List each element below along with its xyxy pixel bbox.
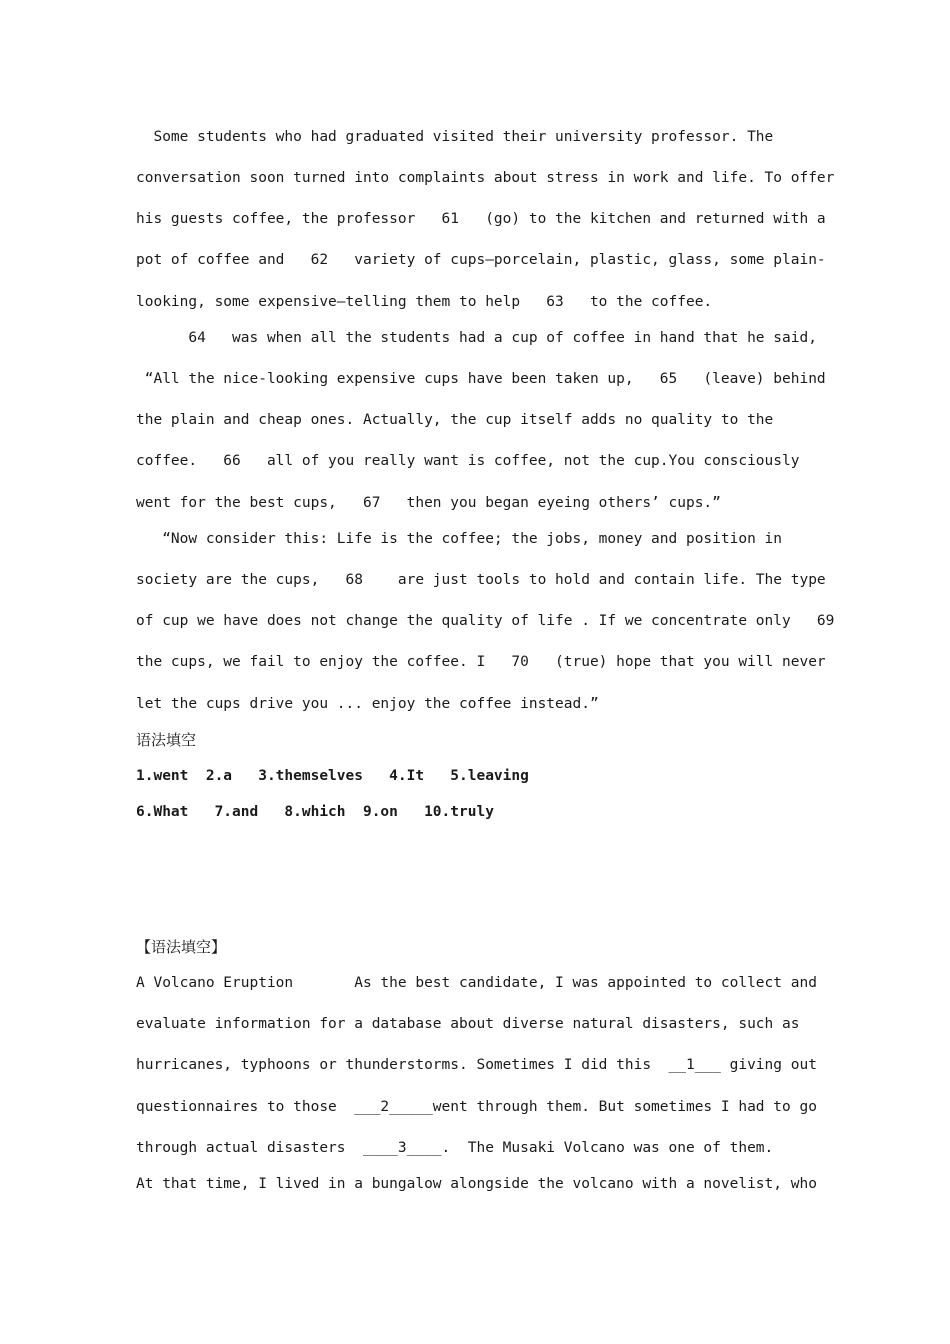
passage1-line: of cup we have does not change the quality of life . If we concentrate only 69 (136, 613, 835, 629)
passage1-line: pot of coffee and 62 variety of cups—porcelain, plastic, glass, some plain- (136, 252, 826, 268)
passage1-line: society are the cups, 68 are just tools to hold and contain life. The type (136, 572, 826, 588)
answers-row: 1.went 2.a 3.themselves 4.It 5.leaving (136, 768, 529, 784)
passage1-line: “Now consider this: Life is the coffee; the jobs, money and position in (136, 531, 783, 547)
passage1-line: coffee. 66 all of you really want is coffee, not the cup.You consciously (136, 453, 800, 469)
passage1-line: “All the nice-looking expensive cups have been taken up, 65 (leave) behind (136, 371, 826, 387)
passage2-heading: 【语法填空】 (136, 938, 227, 956)
passage1-line: let the cups drive you ... enjoy the coffee instead.” (136, 696, 599, 712)
passage2-line: hurricanes, typhoons or thunderstorms. Sometimes I did this __1___ giving out (136, 1057, 817, 1073)
passage2-line: through actual disasters ____3____. The Musaki Volcano was one of them. (136, 1140, 774, 1156)
passage1-line: looking, some expensive—telling them to help 63 to the coffee. (136, 294, 713, 310)
passage2-line: A Volcano Eruption As the best candidate, I was appointed to collect and (136, 975, 817, 991)
passage1-line: the plain and cheap ones. Actually, the cup itself adds no quality to the (136, 412, 774, 428)
passage1-line: 64 was when all the students had a cup of coffee in hand that he said, (136, 330, 817, 346)
passage1-line: Some students who had graduated visited their university professor. The (136, 129, 774, 145)
answers-row: 6.What 7.and 8.which 9.on 10.truly (136, 804, 494, 820)
passage1-line: the cups, we fail to enjoy the coffee. I 70 (true) hope that you will never (136, 654, 826, 670)
passage2-line: evaluate information for a database about diverse natural disasters, such as (136, 1016, 800, 1032)
passage1-line: conversation soon turned into complaints about stress in work and life. To offer (136, 170, 835, 186)
passage2-line: At that time, I lived in a bungalow alongside the volcano with a novelist, who (136, 1176, 817, 1192)
passage2-line: questionnaires to those ___2_____went through them. But sometimes I had to go (136, 1099, 817, 1115)
passage1-line: his guests coffee, the professor 61 (go) to the kitchen and returned with a (136, 211, 826, 227)
passage1-line: went for the best cups, 67 then you began eyeing others’ cups.” (136, 495, 721, 511)
answers-heading: 语法填空 (136, 731, 197, 749)
